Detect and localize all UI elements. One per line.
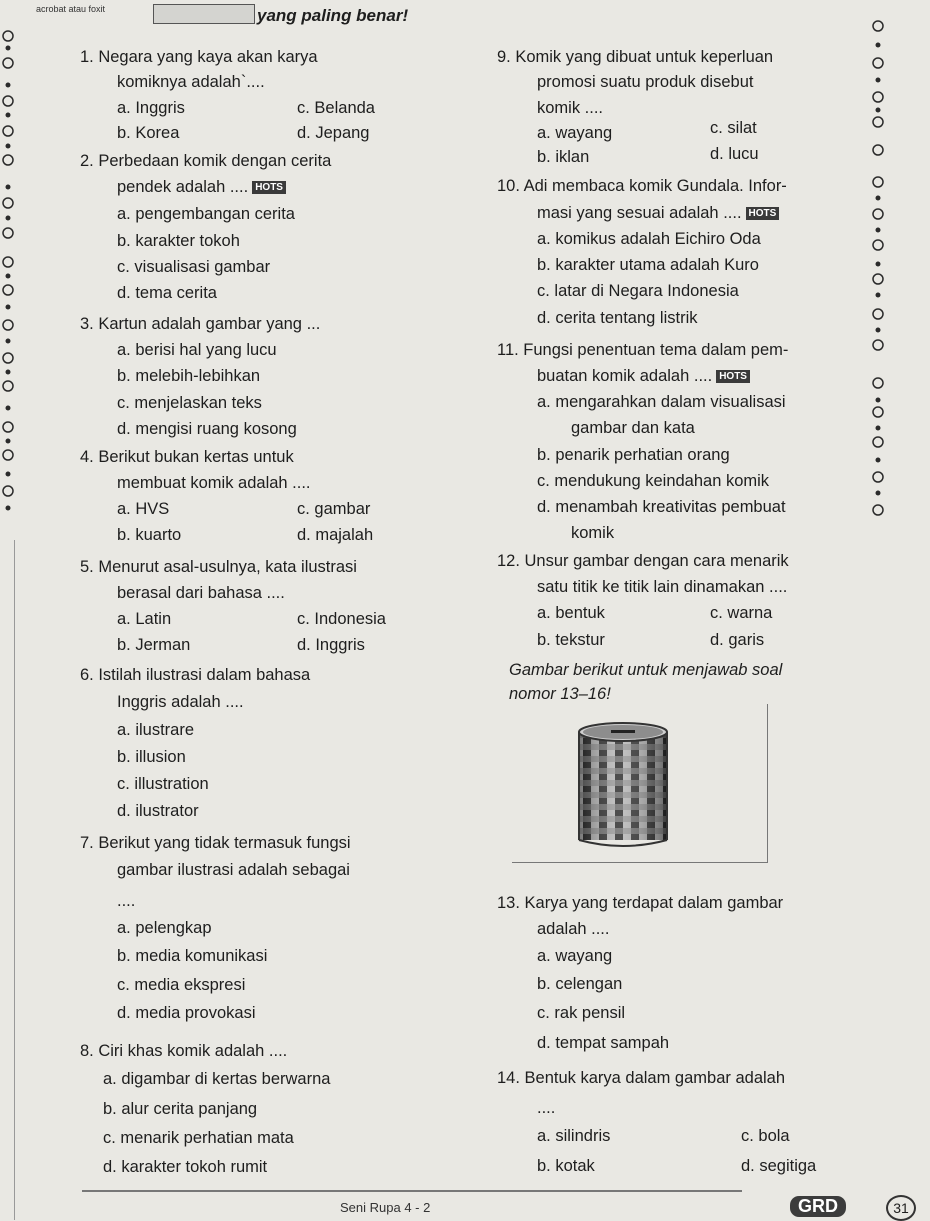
hots-badge: HOTS — [746, 207, 780, 220]
question-line-right — [537, 603, 605, 623]
question-line-left — [103, 1099, 257, 1119]
line-text: 1. Negara yang kaya akan karya — [80, 48, 318, 66]
line-text: a. wayang — [537, 947, 613, 965]
line-text: adalah .... — [537, 920, 610, 938]
footer-line — [82, 1190, 742, 1192]
question-line-right — [537, 308, 698, 328]
line-text: b. illusion — [117, 748, 186, 766]
line-text: b. tekstur — [537, 631, 605, 649]
line-text: gambar dan kata — [571, 419, 695, 437]
line-text: d. segitiga — [741, 1157, 817, 1175]
question-line-left — [117, 123, 179, 143]
question-line-right — [537, 497, 786, 517]
question-line-left — [117, 231, 240, 251]
line-text: b. melebih-lebihkan — [117, 367, 261, 385]
line-text: c. mendukung keindahan komik — [537, 472, 770, 490]
line-text: d. lucu — [710, 145, 759, 163]
line-text: membuat komik adalah .... — [117, 474, 311, 492]
question-line-right — [537, 72, 753, 92]
question-line-left — [117, 891, 135, 911]
line-text: masi yang sesuai adalah .... — [537, 204, 742, 222]
line-text: a. digambar di kertas berwarna — [103, 1070, 331, 1088]
line-text: 6. Istilah ilustrasi dalam bahasa — [80, 666, 311, 684]
question-line-left — [103, 1128, 294, 1148]
question-line-right — [537, 1156, 595, 1176]
question-line-left — [80, 665, 310, 685]
line-text: komiknya adalah`.... — [117, 73, 265, 91]
question-line-right — [537, 281, 739, 301]
question-line-left — [117, 635, 190, 655]
question-line-left — [117, 499, 169, 519]
line-text: b. karakter utama adalah Kuro — [537, 256, 759, 274]
question-line-right — [537, 255, 759, 275]
line-text: a. ilustrare — [117, 721, 195, 739]
line-text: gambar ilustrasi adalah sebagai — [117, 861, 350, 879]
question-line-left — [80, 447, 294, 467]
question-line-left — [117, 525, 181, 545]
line-text: d. cerita tentang listrik — [537, 309, 698, 327]
question-line-right — [571, 523, 614, 543]
question-line-right — [710, 603, 772, 623]
question-line-right — [497, 47, 773, 67]
binder-rings-right — [868, 0, 888, 530]
line-text: a. Latin — [117, 610, 172, 628]
question-line-right — [509, 660, 782, 680]
line-text: 2. Perbedaan komik dengan cerita — [80, 152, 332, 170]
line-text: 11. Fungsi penentuan tema dalam pem- — [497, 341, 789, 359]
line-text: c. latar di Negara Indonesia — [537, 282, 739, 300]
line-text: a. silindris — [537, 1127, 611, 1145]
line-text: promosi suatu produk disebut — [537, 73, 754, 91]
question-line-left — [117, 918, 212, 938]
question-line-left — [117, 774, 209, 794]
question-line-right — [537, 919, 609, 939]
question-line-right — [537, 229, 761, 249]
question-line-left — [117, 747, 186, 767]
question-line-left — [80, 151, 331, 171]
question-line-left — [117, 860, 350, 880]
question-line-left — [297, 525, 373, 545]
instruction-text: yang paling benar! — [257, 6, 409, 25]
line-text: b. kuarto — [117, 526, 182, 544]
line-text: Gambar berikut untuk menjawab soal — [509, 661, 783, 679]
line-text: b. iklan — [537, 148, 590, 166]
question-line-left — [117, 473, 311, 493]
line-text: .... — [537, 1099, 556, 1117]
publisher-logo: GRD — [790, 1196, 846, 1217]
question-line-left — [117, 204, 295, 224]
hots-badge: HOTS — [252, 181, 286, 194]
question-line-left — [80, 833, 351, 853]
hots-badge: HOTS — [716, 370, 750, 383]
question-line-left — [117, 946, 267, 966]
question-line-right — [537, 577, 787, 597]
question-line-right — [497, 1068, 785, 1088]
line-text: b. Korea — [117, 124, 180, 142]
line-text: 5. Menurut asal-usulnya, kata ilustrasi — [80, 558, 357, 576]
question-line-right — [710, 144, 759, 164]
line-text: c. bola — [741, 1127, 790, 1145]
line-text: c. Indonesia — [297, 610, 386, 628]
line-text: 13. Karya yang terdapat dalam gambar — [497, 894, 784, 912]
question-line-right — [497, 893, 783, 913]
question-line-right — [741, 1126, 790, 1146]
question-line-left — [117, 72, 265, 92]
question-line-left — [117, 419, 297, 439]
app-label: acrobat atau foxit — [36, 4, 106, 14]
line-text: b. penarik perhatian orang — [537, 446, 730, 464]
question-line-left — [117, 177, 286, 197]
line-text: d. garis — [710, 631, 765, 649]
line-text: 7. Berikut yang tidak termasuk fungsi — [80, 834, 351, 852]
page-edge — [14, 540, 15, 1220]
line-text: d. Inggris — [297, 636, 365, 654]
line-text: .... — [117, 892, 136, 910]
line-text: b. celengan — [537, 975, 623, 993]
question-line-right — [497, 340, 788, 360]
question-line-right — [537, 1003, 625, 1023]
question-line-left — [80, 557, 357, 577]
line-text: 14. Bentuk karya dalam gambar adalah — [497, 1069, 786, 1087]
line-text: berasal dari bahasa .... — [117, 584, 285, 602]
line-text: pendek adalah .... — [117, 178, 249, 196]
line-text: d. media provokasi — [117, 1004, 256, 1022]
line-text: a. komikus adalah Eichiro Oda — [537, 230, 761, 248]
line-text: c. media ekspresi — [117, 976, 246, 994]
question-line-left — [117, 340, 277, 360]
question-line-left — [117, 257, 270, 277]
question-line-left — [297, 123, 369, 143]
question-line-left — [103, 1157, 267, 1177]
line-text: b. alur cerita panjang — [103, 1100, 258, 1118]
question-line-right — [537, 471, 769, 491]
line-text: Inggris adalah .... — [117, 693, 244, 711]
line-text: 9. Komik yang dibuat untuk keperluan — [497, 48, 774, 66]
question-line-left — [80, 47, 318, 67]
question-line-right — [537, 630, 605, 650]
question-line-left — [103, 1069, 330, 1089]
line-text: d. tempat sampah — [537, 1034, 670, 1052]
question-line-left — [117, 1003, 256, 1023]
line-text: nomor 13–16! — [509, 685, 611, 703]
line-text: d. menambah kreativitas pembuat — [537, 498, 786, 516]
line-text: d. tema cerita — [117, 284, 217, 302]
question-line-right — [537, 366, 750, 386]
line-text: a. wayang — [537, 124, 613, 142]
line-text: c. illustration — [117, 775, 209, 793]
book-title: Seni Rupa 4 - 2 — [340, 1200, 431, 1215]
question-line-left — [117, 393, 262, 413]
line-text: c. menjelaskan teks — [117, 394, 262, 412]
question-line-right — [537, 974, 622, 994]
line-text: d. Jepang — [297, 124, 370, 142]
question-line-left — [117, 283, 217, 303]
question-line-right — [537, 203, 779, 223]
question-line-left — [117, 975, 245, 995]
line-text: c. menarik perhatian mata — [103, 1129, 294, 1147]
question-line-left — [117, 801, 199, 821]
question-line-left — [117, 692, 244, 712]
question-line-right — [497, 176, 787, 196]
question-line-left — [80, 314, 320, 334]
line-text: 10. Adi membaca komik Gundala. Infor- — [497, 177, 787, 195]
line-text: c. warna — [710, 604, 773, 622]
question-line-left — [117, 583, 285, 603]
line-text: d. mengisi ruang kosong — [117, 420, 297, 438]
question-line-left — [297, 499, 370, 519]
line-text: 4. Berikut bukan kertas untuk — [80, 448, 294, 466]
line-text: a. HVS — [117, 500, 170, 518]
question-line-right — [537, 147, 589, 167]
line-text: b. Jerman — [117, 636, 191, 654]
question-line-right — [710, 630, 764, 650]
header-box — [153, 4, 255, 24]
question-line-right — [537, 1126, 610, 1146]
line-text: komik .... — [537, 99, 604, 117]
question-line-left — [117, 609, 171, 629]
line-text: 12. Unsur gambar dengan cara menarik — [497, 552, 789, 570]
page-number: 31 — [886, 1195, 916, 1221]
line-text: 3. Kartun adalah gambar yang ... — [80, 315, 321, 333]
line-text: c. visualisasi gambar — [117, 258, 271, 276]
line-text: c. rak pensil — [537, 1004, 626, 1022]
question-line-right — [537, 1098, 555, 1118]
line-text: d. karakter tokoh rumit — [103, 1158, 268, 1176]
question-line-right — [537, 98, 603, 118]
question-line-right — [537, 392, 786, 412]
question-line-left — [297, 609, 386, 629]
question-line-right — [537, 946, 612, 966]
question-line-right — [537, 1033, 669, 1053]
question-line-left — [297, 635, 365, 655]
line-text: a. bentuk — [537, 604, 605, 622]
line-text: d. ilustrator — [117, 802, 199, 820]
question-line-left — [117, 366, 260, 386]
question-line-right — [741, 1156, 816, 1176]
line-text: a. berisi hal yang lucu — [117, 341, 277, 359]
line-text: buatan komik adalah .... — [537, 367, 713, 385]
line-text: a. pengembangan cerita — [117, 205, 295, 223]
line-text: c. silat — [710, 119, 757, 137]
line-text: b. kotak — [537, 1157, 595, 1175]
question-line-right — [571, 418, 695, 438]
question-line-left — [117, 98, 185, 118]
question-line-left — [297, 98, 375, 118]
question-line-right — [537, 123, 612, 143]
line-text: c. Belanda — [297, 99, 375, 117]
line-text: b. media komunikasi — [117, 947, 268, 965]
question-line-left — [80, 1041, 287, 1061]
question-line-right — [497, 551, 789, 571]
question-line-right — [509, 684, 611, 704]
line-text: a. pelengkap — [117, 919, 212, 937]
line-text: c. gambar — [297, 500, 371, 518]
line-text: a. mengarahkan dalam visualisasi — [537, 393, 786, 411]
question-line-right — [537, 445, 730, 465]
line-text: b. karakter tokoh — [117, 232, 240, 250]
line-text: a. Inggris — [117, 99, 185, 117]
line-text: komik — [571, 524, 615, 542]
cylinder-piggy-bank-image — [575, 720, 671, 850]
line-text: 8. Ciri khas komik adalah .... — [80, 1042, 288, 1060]
binder-rings-left — [0, 0, 18, 540]
line-text: d. majalah — [297, 526, 374, 544]
line-text: satu titik ke titik lain dinamakan .... — [537, 578, 788, 596]
question-line-right — [710, 118, 757, 138]
question-line-left — [117, 720, 194, 740]
